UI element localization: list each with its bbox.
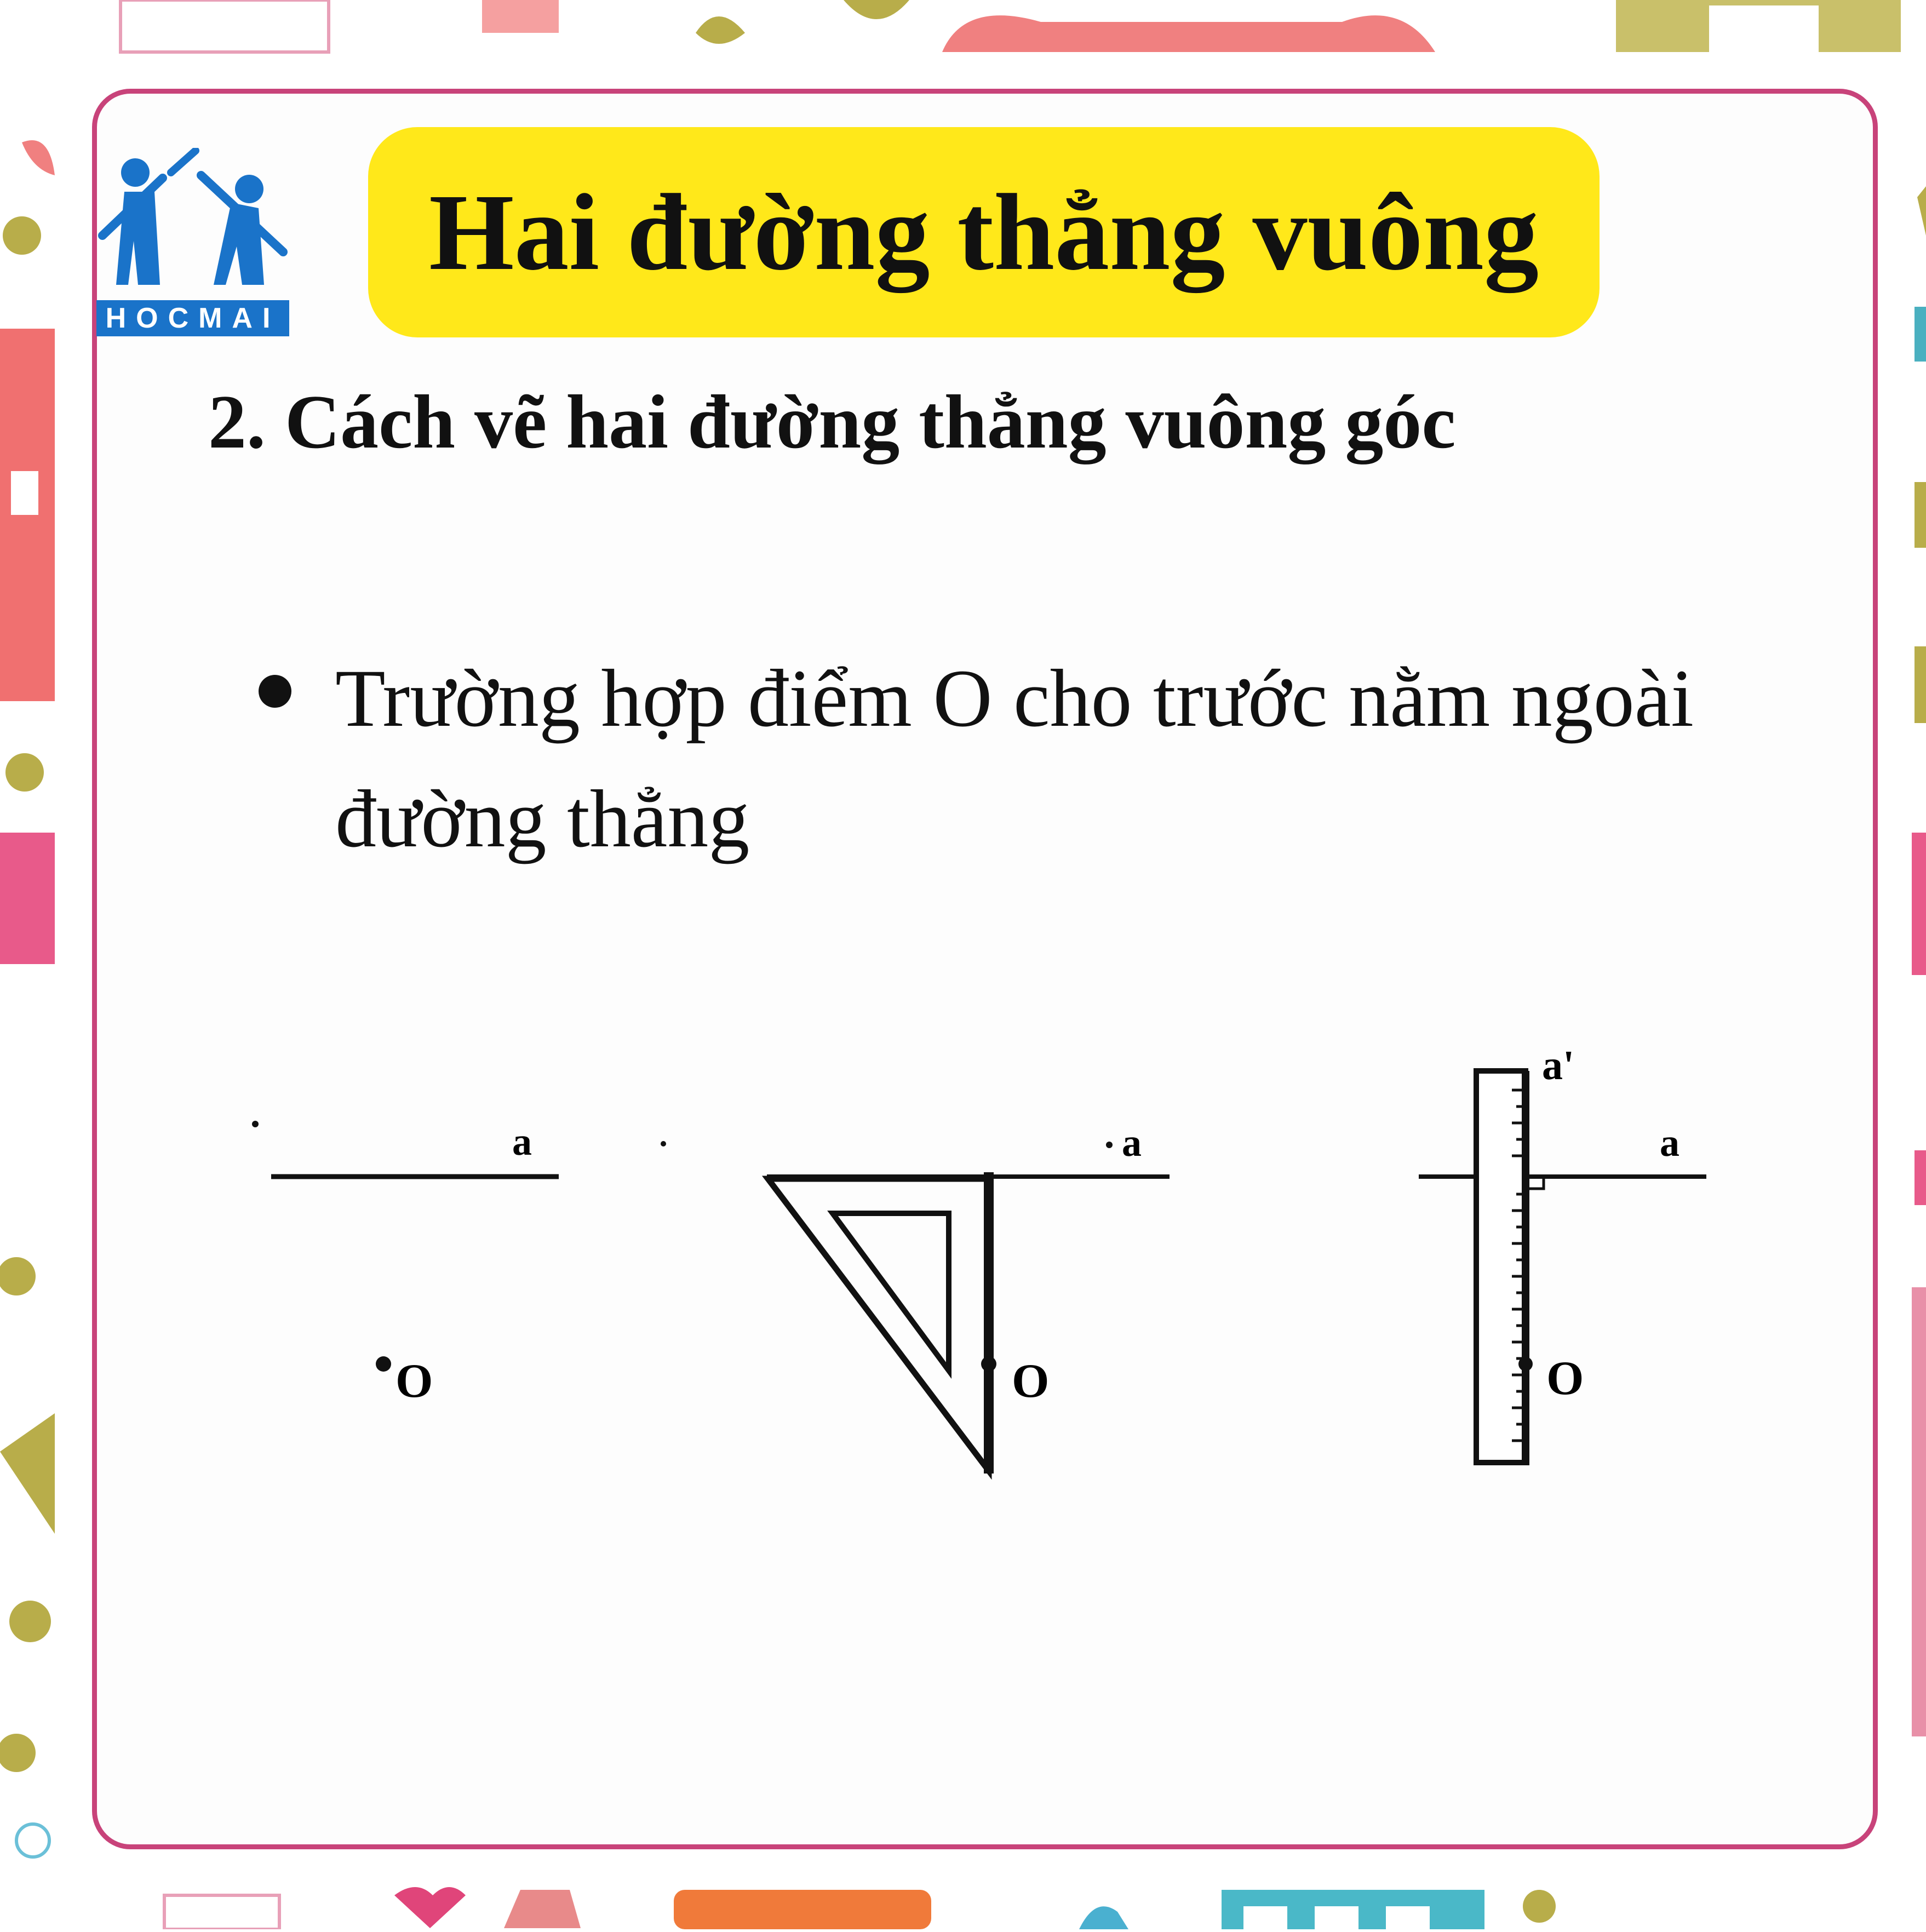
stray-dot — [661, 1141, 666, 1146]
decor-right-strip — [1884, 55, 1926, 1873]
figure-2-drawing — [646, 1090, 1183, 1484]
logo-figures-icon — [94, 148, 291, 301]
figure-1-drawing — [241, 1090, 592, 1441]
content-frame — [92, 89, 1878, 1849]
decor-left-strip — [0, 55, 60, 1873]
hocmai-logo-label: HOCMAI — [96, 300, 289, 336]
point-o-label: O — [1546, 1352, 1584, 1405]
point-o — [981, 1356, 996, 1372]
line-a-dot — [1106, 1142, 1113, 1148]
decor-bottom-illustrations — [0, 1873, 1926, 1929]
figure-ruler-perpendicular — [1402, 1030, 1720, 1490]
title-banner — [368, 127, 1600, 337]
line-a-label: a — [512, 1120, 532, 1163]
decor-right-illustrations — [1884, 55, 1926, 1873]
line-a-prime-label: a' — [1542, 1042, 1575, 1088]
decor-top-strip — [0, 0, 1926, 55]
figure-3-drawing — [1402, 1030, 1720, 1490]
figure-line-and-point — [241, 1090, 592, 1441]
point-o — [1518, 1357, 1533, 1371]
point-o-label: O — [1012, 1355, 1050, 1408]
line-a-label: a — [1122, 1121, 1142, 1165]
section-heading: 2. Cách vẽ hai đường thẳng vuông góc — [208, 380, 1456, 465]
page-title: Hai đường thẳng vuông — [429, 171, 1539, 293]
decor-bottom-strip — [0, 1873, 1926, 1929]
line-a-label: a — [1660, 1121, 1679, 1165]
bullet-text: Trường hợp điểm O cho trước nằm ngoài đường thẳng — [335, 653, 1694, 864]
decor-left-illustrations — [0, 55, 60, 1873]
bullet-icon — [259, 675, 291, 708]
stray-dot — [252, 1121, 259, 1127]
figure-set-square — [646, 1090, 1183, 1484]
set-square-outer — [768, 1179, 989, 1471]
ruler — [1476, 1071, 1526, 1463]
decor-top-illustrations — [0, 0, 1926, 55]
point-o — [376, 1356, 391, 1372]
point-o-label: O — [395, 1355, 433, 1408]
